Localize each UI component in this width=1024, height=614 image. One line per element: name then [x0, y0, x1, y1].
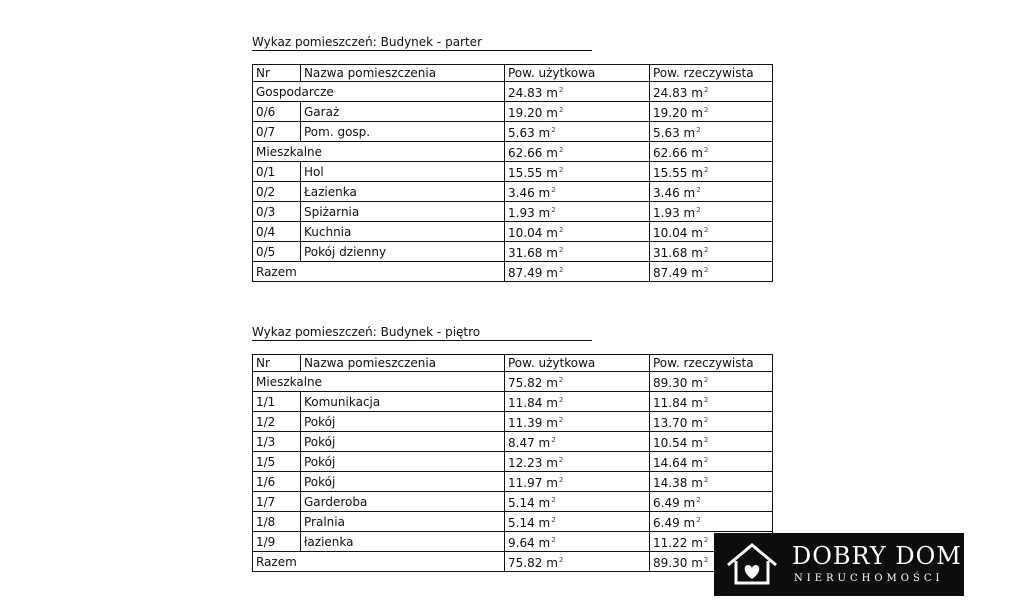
unit-label: m — [546, 456, 558, 470]
unit-label: m — [538, 126, 551, 140]
usable-value: 87.49 — [508, 266, 543, 280]
actual-cell — [650, 372, 773, 392]
actual-value: 3.46 — [653, 186, 680, 200]
actual-value: 6.49 — [653, 496, 680, 510]
unit-label: m — [683, 496, 696, 510]
unit-superscript: 2 — [703, 396, 709, 404]
unit-label: m — [691, 86, 703, 100]
unit-superscript: 2 — [703, 106, 709, 114]
usable-value: 31.68 — [508, 246, 543, 260]
room-number: 1/7 — [253, 492, 301, 512]
room-row — [253, 452, 773, 472]
actual-value: 11.22 — [653, 536, 688, 550]
actual-cell — [650, 452, 773, 472]
unit-superscript: 2 — [696, 516, 701, 524]
unit-label: m — [546, 86, 558, 100]
room-name: łazienka — [301, 532, 505, 552]
room-number: 1/9 — [253, 532, 301, 552]
usable-value: 11.97 — [508, 476, 543, 490]
actual-cell — [650, 242, 773, 262]
room-number: 0/7 — [253, 122, 301, 142]
unit-superscript: 2 — [696, 126, 701, 134]
column-header: Pow. rzeczywista — [650, 65, 773, 82]
usable-cell — [505, 162, 650, 182]
header-row — [253, 355, 773, 372]
room-number: 0/1 — [253, 162, 301, 182]
actual-cell — [650, 412, 773, 432]
unit-label: m — [691, 146, 703, 160]
unit-superscript: 2 — [558, 476, 564, 484]
room-number: 1/6 — [253, 472, 301, 492]
unit-superscript: 2 — [696, 496, 701, 504]
unit-superscript: 2 — [703, 86, 709, 94]
unit-label: m — [691, 476, 703, 490]
actual-value: 31.68 — [653, 246, 688, 260]
rooms-table-parter — [252, 64, 773, 282]
actual-value: 13.70 — [653, 416, 688, 430]
actual-cell — [650, 122, 773, 142]
group-label: Gospodarcze — [253, 82, 505, 102]
actual-value: 87.49 — [653, 266, 688, 280]
actual-cell — [650, 512, 773, 532]
group-label: Mieszkalne — [253, 142, 505, 162]
unit-label: m — [546, 266, 558, 280]
room-number: 1/8 — [253, 512, 301, 532]
actual-value: 14.64 — [653, 456, 688, 470]
usable-cell — [505, 412, 650, 432]
unit-superscript: 2 — [703, 476, 709, 484]
column-header: Pow. rzeczywista — [650, 355, 773, 372]
usable-value: 24.83 — [508, 86, 543, 100]
actual-value: 1.93 — [653, 206, 680, 220]
usable-cell — [505, 552, 650, 572]
usable-value: 15.55 — [508, 166, 543, 180]
room-row — [253, 392, 773, 412]
group-row — [253, 142, 773, 162]
unit-label: m — [546, 376, 558, 390]
usable-cell — [505, 532, 650, 552]
usable-cell — [505, 142, 650, 162]
room-number: 0/4 — [253, 222, 301, 242]
actual-value: 10.54 — [653, 436, 688, 450]
column-header: Pow. użytkowa — [505, 355, 650, 372]
room-name: Pokój — [301, 412, 505, 432]
actual-cell — [650, 472, 773, 492]
unit-superscript: 2 — [558, 376, 564, 384]
unit-superscript: 2 — [703, 166, 709, 174]
section-title-pietro: Wykaz pomieszczeń: Budynek - piętro — [252, 325, 592, 341]
group-row — [253, 82, 773, 102]
unit-label: m — [691, 436, 703, 450]
unit-superscript: 2 — [703, 246, 709, 254]
unit-label: m — [538, 516, 551, 530]
actual-cell — [650, 432, 773, 452]
unit-superscript: 2 — [703, 226, 709, 234]
usable-value: 62.66 — [508, 146, 543, 160]
room-name: Pokój — [301, 432, 505, 452]
unit-superscript: 2 — [703, 416, 709, 424]
unit-label: m — [691, 556, 703, 570]
usable-value: 12.23 — [508, 456, 543, 470]
room-row — [253, 222, 773, 242]
room-row — [253, 492, 773, 512]
unit-superscript: 2 — [551, 186, 556, 194]
room-name: Komunikacja — [301, 392, 505, 412]
usable-value: 5.14 — [508, 496, 535, 510]
room-number: 1/1 — [253, 392, 301, 412]
usable-value: 5.63 — [508, 126, 535, 140]
group-label: Razem — [253, 552, 505, 572]
column-header: Nr — [253, 355, 301, 372]
actual-cell — [650, 202, 773, 222]
room-number: 1/2 — [253, 412, 301, 432]
room-name: Pokój — [301, 472, 505, 492]
usable-value: 8.47 — [508, 436, 535, 450]
unit-label: m — [691, 106, 703, 120]
room-name: Spiżarnia — [301, 202, 505, 222]
usable-cell — [505, 222, 650, 242]
unit-label: m — [546, 106, 558, 120]
usable-value: 75.82 — [508, 556, 543, 570]
unit-superscript: 2 — [551, 496, 556, 504]
actual-value: 62.66 — [653, 146, 688, 160]
group-row — [253, 262, 773, 282]
section-title-parter: Wykaz pomieszczeń: Budynek - parter — [252, 35, 592, 51]
unit-label: m — [683, 516, 696, 530]
column-header: Nazwa pomieszczenia — [301, 65, 505, 82]
unit-label: m — [691, 226, 703, 240]
room-row — [253, 102, 773, 122]
unit-superscript: 2 — [558, 106, 564, 114]
usable-cell — [505, 122, 650, 142]
actual-value: 5.63 — [653, 126, 680, 140]
usable-value: 11.39 — [508, 416, 543, 430]
unit-superscript: 2 — [558, 456, 564, 464]
actual-cell — [650, 142, 773, 162]
unit-label: m — [538, 496, 551, 510]
room-number: 0/5 — [253, 242, 301, 262]
unit-superscript: 2 — [703, 456, 709, 464]
usable-cell — [505, 392, 650, 412]
usable-value: 10.04 — [508, 226, 543, 240]
actual-value: 89.30 — [653, 556, 688, 570]
room-row — [253, 202, 773, 222]
unit-superscript: 2 — [558, 396, 564, 404]
usable-value: 75.82 — [508, 376, 543, 390]
actual-value: 10.04 — [653, 226, 688, 240]
unit-superscript: 2 — [558, 166, 564, 174]
room-name: Łazienka — [301, 182, 505, 202]
usable-cell — [505, 512, 650, 532]
usable-cell — [505, 262, 650, 282]
unit-superscript: 2 — [558, 556, 564, 564]
unit-superscript: 2 — [703, 376, 709, 384]
usable-cell — [505, 202, 650, 222]
unit-superscript: 2 — [703, 266, 709, 274]
usable-cell — [505, 82, 650, 102]
unit-label: m — [683, 186, 696, 200]
usable-cell — [505, 492, 650, 512]
unit-label: m — [691, 536, 703, 550]
usable-cell — [505, 102, 650, 122]
unit-superscript: 2 — [703, 436, 709, 444]
unit-superscript: 2 — [696, 186, 701, 194]
room-number: 0/6 — [253, 102, 301, 122]
unit-label: m — [546, 146, 558, 160]
unit-label: m — [538, 186, 551, 200]
actual-value: 24.83 — [653, 86, 688, 100]
room-name: Pralnia — [301, 512, 505, 532]
actual-value: 19.20 — [653, 106, 688, 120]
usable-cell — [505, 372, 650, 392]
unit-label: m — [538, 206, 551, 220]
unit-label: m — [691, 246, 703, 260]
room-name: Pom. gosp. — [301, 122, 505, 142]
group-row — [253, 552, 773, 572]
unit-superscript: 2 — [558, 416, 564, 424]
room-number: 0/2 — [253, 182, 301, 202]
actual-cell — [650, 82, 773, 102]
unit-label: m — [546, 246, 558, 260]
unit-label: m — [546, 166, 558, 180]
usable-cell — [505, 472, 650, 492]
usable-value: 3.46 — [508, 186, 535, 200]
unit-superscript: 2 — [551, 206, 556, 214]
unit-label: m — [546, 476, 558, 490]
actual-value: 15.55 — [653, 166, 688, 180]
usable-cell — [505, 242, 650, 262]
unit-superscript: 2 — [696, 206, 701, 214]
actual-cell — [650, 222, 773, 242]
column-header: Nr — [253, 65, 301, 82]
room-row — [253, 512, 773, 532]
usable-value: 9.64 — [508, 536, 535, 550]
unit-label: m — [691, 166, 703, 180]
unit-superscript: 2 — [703, 556, 709, 564]
usable-value: 19.20 — [508, 106, 543, 120]
unit-label: m — [546, 396, 558, 410]
actual-cell — [650, 492, 773, 512]
room-name: Hol — [301, 162, 505, 182]
room-name: Garderoba — [301, 492, 505, 512]
room-number: 0/3 — [253, 202, 301, 222]
actual-cell — [650, 162, 773, 182]
actual-value: 6.49 — [653, 516, 680, 530]
room-row — [253, 162, 773, 182]
actual-cell — [650, 102, 773, 122]
column-header: Pow. użytkowa — [505, 65, 650, 82]
house-heart-icon — [724, 541, 780, 587]
room-row — [253, 412, 773, 432]
unit-label: m — [683, 126, 696, 140]
usable-value: 11.84 — [508, 396, 543, 410]
unit-superscript: 2 — [558, 86, 564, 94]
room-row — [253, 182, 773, 202]
unit-superscript: 2 — [551, 536, 556, 544]
logo-brand: DOBRY DOM — [792, 542, 962, 570]
unit-superscript: 2 — [551, 516, 556, 524]
unit-superscript: 2 — [558, 146, 564, 154]
room-name: Pokój — [301, 452, 505, 472]
room-name: Pokój dzienny — [301, 242, 505, 262]
room-number: 1/5 — [253, 452, 301, 472]
group-row — [253, 372, 773, 392]
unit-label: m — [691, 416, 703, 430]
unit-superscript: 2 — [558, 246, 564, 254]
usable-value: 1.93 — [508, 206, 535, 220]
group-label: Mieszkalne — [253, 372, 505, 392]
unit-superscript: 2 — [703, 536, 709, 544]
unit-label: m — [546, 556, 558, 570]
room-name: Garaż — [301, 102, 505, 122]
usable-cell — [505, 432, 650, 452]
actual-value: 89.30 — [653, 376, 688, 390]
actual-value: 14.38 — [653, 476, 688, 490]
unit-superscript: 2 — [551, 126, 556, 134]
column-header: Nazwa pomieszczenia — [301, 355, 505, 372]
actual-value: 11.84 — [653, 396, 688, 410]
usable-value: 5.14 — [508, 516, 535, 530]
room-number: 1/3 — [253, 432, 301, 452]
room-name: Kuchnia — [301, 222, 505, 242]
room-row — [253, 532, 773, 552]
actual-cell — [650, 262, 773, 282]
rooms-table-pietro — [252, 354, 773, 572]
room-row — [253, 432, 773, 452]
room-row — [253, 472, 773, 492]
header-row — [253, 65, 773, 82]
room-row — [253, 242, 773, 262]
usable-cell — [505, 452, 650, 472]
dobry-dom-logo — [714, 533, 964, 596]
unit-label: m — [691, 266, 703, 280]
group-label: Razem — [253, 262, 505, 282]
unit-label: m — [538, 536, 551, 550]
unit-label: m — [691, 396, 703, 410]
logo-subtitle: NIERUCHOMOŚCI — [794, 573, 944, 584]
unit-superscript: 2 — [558, 226, 564, 234]
unit-label: m — [546, 416, 558, 430]
unit-superscript: 2 — [703, 146, 709, 154]
unit-label: m — [691, 456, 703, 470]
room-row — [253, 122, 773, 142]
unit-superscript: 2 — [558, 266, 564, 274]
unit-superscript: 2 — [551, 436, 556, 444]
unit-label: m — [683, 206, 696, 220]
actual-cell — [650, 392, 773, 412]
unit-label: m — [691, 376, 703, 390]
unit-label: m — [538, 436, 551, 450]
unit-label: m — [546, 226, 558, 240]
usable-cell — [505, 182, 650, 202]
actual-cell — [650, 182, 773, 202]
